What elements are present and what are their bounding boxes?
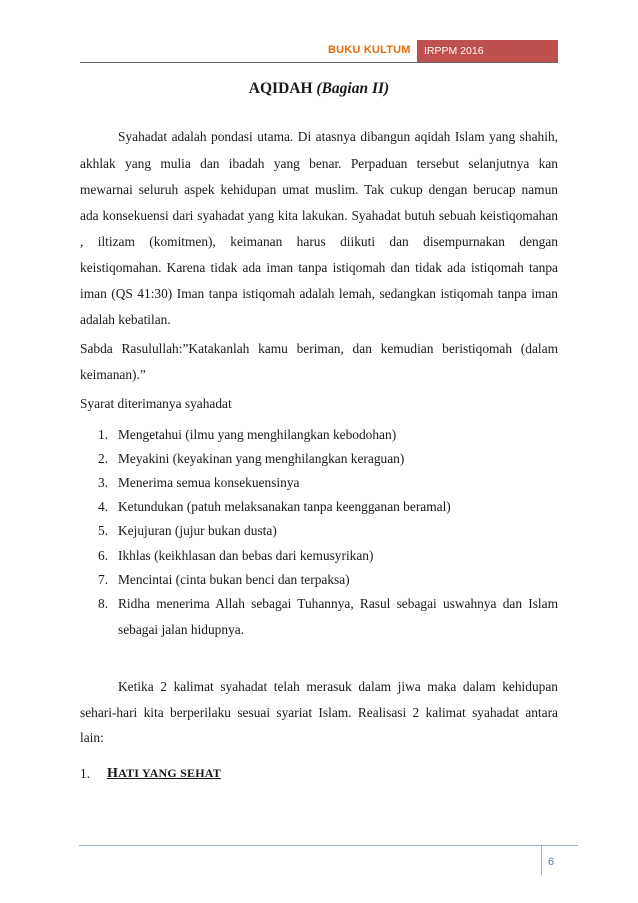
footer-rule-right: [561, 845, 578, 846]
list-number: 1.: [98, 427, 109, 442]
list-number: 6.: [98, 548, 109, 563]
subsection-heading: [107, 766, 221, 782]
paragraph-line: lain:: [80, 730, 104, 745]
list-item: Ketundukan (patuh melaksanakan tanpa keengganan beramal): [118, 499, 451, 514]
header-code: IRPPM 2016: [424, 45, 484, 57]
header-book-title: BUKU KULTUM: [328, 44, 411, 56]
title-main: AQIDAH: [248, 80, 313, 97]
paragraph-line: ada konsekuensi dari syahadat yang kita lakukan. Syahadat butuh sebuah keistiqomahan: [80, 208, 558, 223]
paragraph-line: , iltizam (komitmen), keimanan harus diikuti dan disempurnakan dengan: [80, 234, 558, 249]
page-title: [0, 80, 638, 98]
paragraph-line: mewarnai seluruh aspek kehidupan umat muslim. Tak cukup dengan berucap namun: [80, 182, 558, 197]
list-number: 5.: [98, 523, 109, 538]
list-item: Ridha menerima Allah sebagai Tuhannya, Rasul sebagai uswahnya dan Islam: [118, 596, 558, 611]
paragraph-line: sehari-hari kita berperilaku sesuai syariat Islam. Realisasi 2 kalimat syahadat antara: [80, 705, 558, 720]
list-item: Kejujuran (jujur bukan dusta): [118, 523, 277, 538]
header-rule: [80, 62, 558, 63]
page-number: 6: [547, 856, 555, 868]
paragraph-line: iman (QS 41:30) Iman tanpa istiqomah adalah lemah, sedangkan istiqomah tanpa iman: [80, 286, 558, 301]
list-intro: Syarat diterimanya syahadat: [80, 396, 232, 411]
paragraph-line: Sabda Rasulullah:”Katakanlah kamu beriman, dan kemudian beristiqomah (dalam: [80, 341, 558, 356]
list-item: Meyakini (keyakinan yang menghilangkan keraguan): [118, 451, 405, 466]
paragraph-line: Ketika 2 kalimat syahadat telah merasuk dalam jiwa maka dalam kehidupan: [118, 679, 558, 694]
list-number: 4.: [98, 499, 109, 514]
title-part: (Bagian II): [316, 80, 390, 97]
paragraph-line: adalah kebatilan.: [80, 312, 171, 327]
list-item: Ikhlas (keikhlasan dan bebas dari kemusyrikan): [118, 548, 374, 563]
list-number: 2.: [98, 451, 109, 466]
paragraph-line: akhlak yang mulia dan ibadah yang benar. Perpaduan tersebut selanjutnya kan: [80, 156, 558, 171]
list-item: Mencintai (cinta bukan benci dan terpaksa): [118, 572, 350, 587]
list-item: Menerima semua konsekuensinya: [118, 475, 300, 490]
paragraph-line: Syahadat adalah pondasi utama. Di atasnya dibangun aqidah Islam yang shahih,: [118, 129, 558, 144]
footer-rule-left: [79, 845, 541, 846]
list-item: Mengetahui (ilmu yang menghilangkan kebodohan): [118, 427, 397, 442]
list-number: 8.: [98, 596, 109, 611]
subsection-rest: ATI YANG SEHAT: [118, 766, 221, 780]
list-number: 7.: [98, 572, 109, 587]
paragraph-line: keimanan).”: [80, 367, 146, 382]
paragraph-line: keistiqomahan. Karena tidak ada iman tanpa istiqomah dan tidak ada istiqomah tanpa: [80, 260, 558, 275]
subsection-initial: H: [107, 766, 119, 781]
list-item-continuation: sebagai jalan hidupnya.: [118, 622, 245, 637]
list-number: 3.: [98, 475, 109, 490]
subsection-number: 1.: [80, 766, 91, 781]
